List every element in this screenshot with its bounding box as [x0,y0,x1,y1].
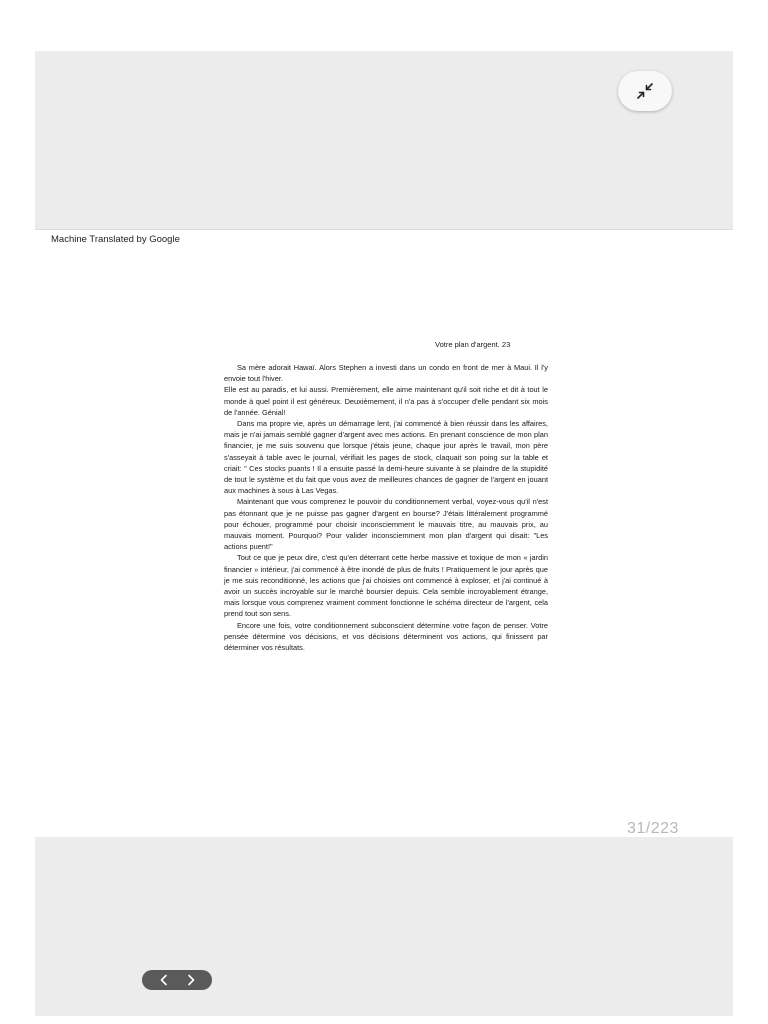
bottom-margin-area [35,837,733,1016]
page-counter: 31/223 [627,820,679,837]
previous-page-button[interactable] [154,971,174,989]
document-viewer [35,51,733,1016]
paragraph: Tout ce que je peux dire, c'est qu'en déterrant cette herbe massive et toxique de mon « jardin financier » intérieur, j'ai commencé à être inondé de plus de fruits ! Pratiquement le jour après que je me suis reconditionné, les actions que j'ai choisies ont commencé à exploser, et j'ai continué à avoir un succès incroyable sur le marché boursier depuis. Cela semble incroyablement étrange, mais lorsque vous comprenez vraiment comment fonctionne le schéma directeur de l'argent, cela prend tout son sens. [224,553,548,619]
translation-note: Machine Translated by Google [51,234,180,245]
document-page [35,229,733,839]
paragraph: Elle est au paradis, et lui aussi. Premièrement, elle aime maintenant qu'il soit riche et dit à tout le monde à quel point il est généreux. Deuxièmement, il n'a pas à s'occuper d'elle pendant six mois de l'année. Génial! [224,385,548,417]
next-page-button[interactable] [181,971,201,989]
page-navigation-pill [142,970,212,990]
exit-fullscreen-button[interactable] [618,71,672,111]
paragraph: Encore une fois, votre conditionnement subconscient détermine votre façon de penser. Votre pensée détermine vos décisions, et vos décisions déterminent vos actions, qui finissent par déterminer vos résultats. [224,620,548,653]
paragraph: Dans ma propre vie, après un démarrage lent, j'ai commencé à bien réussir dans les affaires, mais je n'ai jamais semblé gagner d'argent avec mes actions. En prenant conscience de mon plan financier, je me suis souvenu que lorsque j'étais jeune, chaque jour après le travail, mon père s'asseyait à table avec le journal, vérifiait les pages de stock, claquait son poing sur la table et criait: " Ces stocks puants ! Il a ensuite passé la demi-heure suivante à se plaindre de la stupidité de tout le système et du fait que vous avez de meilleures chances de gagner de l'argent en jouant aux machines à sous à Las Vegas. [224,419,548,496]
chevron-right-icon [186,974,196,986]
chevron-left-icon [159,974,169,986]
paragraph: Sa mère adorait Hawaï. Alors Stephen a investi dans un condo en front de mer à Maui. Il l'y envoie tout l'hiver. [224,363,548,384]
page-body-text [224,362,548,653]
collapse-arrows-icon [634,80,656,102]
top-margin-area [35,51,733,229]
page-running-head: Votre plan d'argent. 23 [435,340,511,349]
paragraph: Maintenant que vous comprenez le pouvoir du conditionnement verbal, voyez-vous qu'il n'est pas étonnant que je ne puisse pas gagner d'argent en bourse? J'étais littéralement programmé pour échouer, programmé pour choisir inconsciemment le mauvais titre, au mauvais prix, au mauvais moment. Pourquoi? Pour valider inconsciemment mon plan d'argent qui disait: "Les actions puent!" [224,497,548,552]
